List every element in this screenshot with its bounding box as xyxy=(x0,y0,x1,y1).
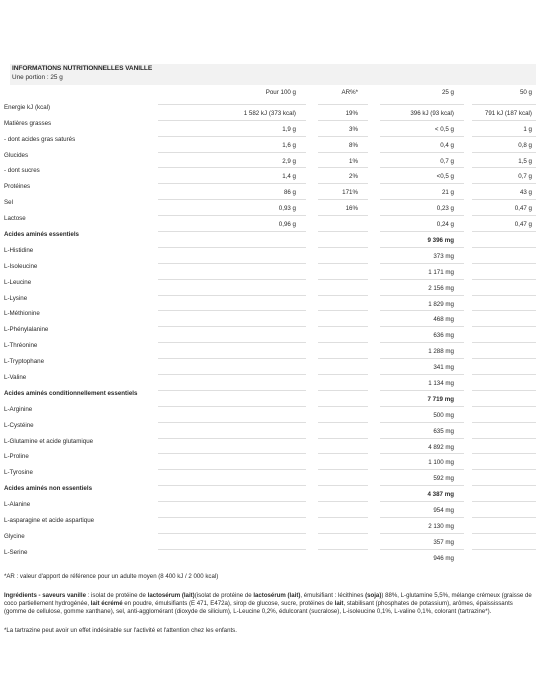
row-divider xyxy=(318,453,368,454)
row-divider xyxy=(158,358,306,359)
value-25g: 1 100 mg xyxy=(428,459,454,467)
value-50g: 0,47 g xyxy=(514,221,532,229)
row-label: L-asparagine et acide aspartique xyxy=(4,517,95,525)
row-divider xyxy=(158,533,306,534)
value-50g: 1,5 g xyxy=(518,157,532,165)
row-divider xyxy=(472,485,536,486)
table-row xyxy=(0,136,540,152)
nutrition-header xyxy=(10,64,536,85)
row-label: L-Valine xyxy=(4,374,27,382)
value-25g: 357 mg xyxy=(433,538,454,546)
row-divider xyxy=(158,199,306,200)
ingredients-part: , stabilisant (phosphates de potassium), arômes, épaississants (gomme de cellulose, gomme xanthane), sel, anti-agglomérant (dioxyde de silicium), L-Leucine 0,2%, édulcorant (sucralose), L-isoleucine 0,1%, L-valine 0,1%, colorant (tartrazine*). xyxy=(4,600,513,615)
row-divider xyxy=(472,326,536,327)
value-25g: 9 396 mg xyxy=(427,237,454,245)
allergen-text: (soja) xyxy=(365,592,382,599)
row-label: Sel xyxy=(4,199,13,207)
row-divider xyxy=(472,263,536,264)
row-label: L-Glutamine et acide glutamique xyxy=(4,437,94,445)
row-label: L-Serine xyxy=(4,548,28,556)
row-divider xyxy=(318,374,368,375)
col-header-per-100g: Pour 100 g xyxy=(265,89,296,96)
value-ar-percent: 1% xyxy=(349,157,358,165)
table-row xyxy=(0,453,540,469)
table-row xyxy=(0,406,540,422)
row-divider xyxy=(318,469,368,470)
row-divider xyxy=(472,549,536,550)
table-row xyxy=(0,152,540,168)
value-25g: 341 mg xyxy=(433,364,454,372)
row-label: L-Histidine xyxy=(4,246,34,254)
row-divider xyxy=(472,390,536,391)
row-divider xyxy=(380,374,464,375)
row-divider xyxy=(472,247,536,248)
row-divider xyxy=(318,215,368,216)
row-divider xyxy=(318,120,368,121)
row-divider xyxy=(380,279,464,280)
col-header-ar: AR%* xyxy=(341,89,358,96)
table-row xyxy=(0,469,540,485)
row-label: L-Tyrosine xyxy=(4,469,33,477)
value-ar-percent: 2% xyxy=(349,173,358,181)
value-25g: 0,4 g xyxy=(440,141,454,149)
row-divider xyxy=(158,295,306,296)
row-divider xyxy=(318,517,368,518)
row-divider xyxy=(380,215,464,216)
allergen-text: lactosérum (lait) xyxy=(147,592,195,599)
table-row xyxy=(0,310,540,326)
row-label: L-Arginine xyxy=(4,405,33,413)
ingredients-text xyxy=(4,592,532,616)
row-divider xyxy=(158,469,306,470)
value-per-100g: 1 582 kJ (373 kcal) xyxy=(243,109,296,117)
row-divider xyxy=(318,422,368,423)
value-per-100g: 2,9 g xyxy=(282,157,296,165)
value-per-100g: 1,9 g xyxy=(282,125,296,133)
row-divider xyxy=(158,279,306,280)
row-label: Protéines xyxy=(4,183,31,191)
row-divider xyxy=(472,310,536,311)
row-divider xyxy=(158,390,306,391)
row-divider xyxy=(158,342,306,343)
value-50g: 43 g xyxy=(519,189,532,197)
row-divider xyxy=(380,326,464,327)
row-divider xyxy=(472,358,536,359)
value-25g: 4 387 mg xyxy=(427,491,454,499)
table-row xyxy=(0,374,540,390)
value-50g: 0,7 g xyxy=(518,173,532,181)
row-divider xyxy=(472,517,536,518)
value-25g: 7 719 mg xyxy=(427,395,454,403)
row-divider xyxy=(158,231,306,232)
value-ar-percent: 16% xyxy=(345,205,358,213)
row-divider xyxy=(158,167,306,168)
value-50g: 791 kJ (187 kcal) xyxy=(484,109,532,117)
value-per-100g: 0,93 g xyxy=(278,205,296,213)
row-divider xyxy=(380,453,464,454)
row-label: Acides aminés conditionnellement essentiels xyxy=(4,389,138,397)
value-25g: 21 g xyxy=(441,189,454,197)
row-label: L-Thréonine xyxy=(4,342,38,350)
row-label: L-Isoleucine xyxy=(4,262,38,270)
allergen-text: lait écrémé xyxy=(90,600,123,607)
table-row xyxy=(0,501,540,517)
row-divider xyxy=(318,406,368,407)
value-25g: 2 156 mg xyxy=(428,284,454,292)
row-label: L-Proline xyxy=(4,453,29,461)
row-divider xyxy=(318,438,368,439)
row-divider xyxy=(318,310,368,311)
table-row xyxy=(0,295,540,311)
value-50g: 0,8 g xyxy=(518,141,532,149)
table-row xyxy=(0,438,540,454)
row-divider xyxy=(318,263,368,264)
table-row xyxy=(0,533,540,549)
row-label: Acides aminés non essentiels xyxy=(4,485,93,493)
row-divider xyxy=(472,501,536,502)
value-per-100g: 1,4 g xyxy=(282,173,296,181)
row-divider xyxy=(380,342,464,343)
value-25g: < 0,5 g xyxy=(434,125,454,133)
row-divider xyxy=(318,183,368,184)
row-divider xyxy=(472,279,536,280)
value-25g: 636 mg xyxy=(433,332,454,340)
row-divider xyxy=(380,501,464,502)
row-label: Glycine xyxy=(4,532,25,540)
row-divider xyxy=(472,438,536,439)
table-row xyxy=(0,422,540,438)
ingredients-part: en poudre, émulsifiants (E 471, E472a), sirop de glucose, sucre, protéines de xyxy=(122,600,335,607)
row-divider xyxy=(380,120,464,121)
ingredients-label: Ingrédients - saveurs vanille xyxy=(4,592,86,599)
row-divider xyxy=(380,406,464,407)
value-25g: 954 mg xyxy=(433,507,454,515)
row-divider xyxy=(318,279,368,280)
row-divider xyxy=(472,136,536,137)
row-label: L-Phénylalanine xyxy=(4,326,49,334)
value-25g: 500 mg xyxy=(433,411,454,419)
row-divider xyxy=(318,152,368,153)
row-label: L-Cystéine xyxy=(4,421,34,429)
table-row xyxy=(0,549,540,565)
row-divider xyxy=(158,517,306,518)
footnotes xyxy=(4,573,532,635)
col-header-25g: 25 g xyxy=(441,89,454,96)
row-divider xyxy=(472,183,536,184)
table-row xyxy=(0,247,540,263)
table-row xyxy=(0,199,540,215)
value-50g: 1 g xyxy=(523,125,532,133)
portion-size: Une portion : 25 g xyxy=(12,74,63,81)
row-divider xyxy=(380,517,464,518)
value-25g: 0,24 g xyxy=(436,221,454,229)
table-row xyxy=(0,263,540,279)
value-25g: 373 mg xyxy=(433,252,454,260)
row-divider xyxy=(380,469,464,470)
row-label: Matières grasses xyxy=(4,119,52,127)
row-divider xyxy=(158,438,306,439)
value-25g: 468 mg xyxy=(433,316,454,324)
row-divider xyxy=(472,104,536,105)
row-divider xyxy=(380,295,464,296)
table-header-row xyxy=(0,88,540,104)
row-divider xyxy=(318,326,368,327)
row-label: L-Leucine xyxy=(4,278,32,286)
table-row xyxy=(0,358,540,374)
value-25g: 635 mg xyxy=(433,427,454,435)
row-divider xyxy=(380,310,464,311)
table-row xyxy=(0,390,540,406)
row-divider xyxy=(380,390,464,391)
table-row xyxy=(0,342,540,358)
row-divider xyxy=(158,453,306,454)
ingredients-part: : isolat de protéine de xyxy=(85,592,148,599)
table-body xyxy=(0,104,540,565)
value-per-100g: 0,96 g xyxy=(278,221,296,229)
ingredients-part: ) 88%, L-glutamine 5,5%, mélange crémeux (graisse de coco partiellement hydrogénée, xyxy=(4,592,532,607)
value-25g: 1 829 mg xyxy=(428,300,454,308)
row-divider xyxy=(318,501,368,502)
table-row xyxy=(0,120,540,136)
row-divider xyxy=(380,231,464,232)
value-ar-percent: 19% xyxy=(345,109,358,117)
row-divider xyxy=(318,167,368,168)
row-divider xyxy=(158,183,306,184)
row-divider xyxy=(158,310,306,311)
row-divider xyxy=(158,247,306,248)
value-per-100g: 86 g xyxy=(283,189,296,197)
ar-footnote: *AR : valeur d'apport de référence pour un adulte moyen (8 400 kJ / 2 000 kcal) xyxy=(4,573,219,580)
row-divider xyxy=(318,136,368,137)
row-divider xyxy=(318,231,368,232)
value-25g: 0,7 g xyxy=(440,157,454,165)
row-label: Acides aminés essentiels xyxy=(4,231,79,239)
row-divider xyxy=(158,152,306,153)
row-divider xyxy=(380,438,464,439)
table-row xyxy=(0,517,540,533)
row-divider xyxy=(380,104,464,105)
row-divider xyxy=(472,469,536,470)
row-divider xyxy=(472,231,536,232)
table-row xyxy=(0,183,540,199)
row-divider xyxy=(318,485,368,486)
value-25g: 1 171 mg xyxy=(428,268,454,276)
table-row xyxy=(0,215,540,231)
row-label: Glucides xyxy=(4,151,29,159)
row-divider xyxy=(472,295,536,296)
row-divider xyxy=(380,485,464,486)
row-divider xyxy=(472,342,536,343)
value-25g: 1 288 mg xyxy=(428,348,454,356)
value-25g: 1 134 mg xyxy=(428,380,454,388)
row-divider xyxy=(158,326,306,327)
row-label: Lactose xyxy=(4,215,26,223)
row-label: L-Lysine xyxy=(4,294,28,302)
value-25g: 2 130 mg xyxy=(428,523,454,531)
tartrazine-footnote: *La tartrazine peut avoir un effet indésirable sur l'activité et l'attention chez les enfants. xyxy=(4,627,237,634)
row-divider xyxy=(380,533,464,534)
table-row xyxy=(0,326,540,342)
allergen-text: lait xyxy=(334,600,344,607)
value-ar-percent: 3% xyxy=(349,125,358,133)
row-label: - dont sucres xyxy=(4,167,40,175)
row-divider xyxy=(318,390,368,391)
nutrition-table xyxy=(0,88,540,565)
row-divider xyxy=(472,422,536,423)
row-divider xyxy=(158,422,306,423)
row-label: - dont acides gras saturés xyxy=(4,135,76,143)
nutrition-title: INFORMATIONS NUTRITIONNELLES VANILLE xyxy=(12,65,153,72)
row-divider xyxy=(380,358,464,359)
row-label: L-Méthionine xyxy=(4,310,40,318)
row-divider xyxy=(158,549,306,550)
row-divider xyxy=(380,199,464,200)
row-divider xyxy=(318,342,368,343)
row-divider xyxy=(472,167,536,168)
row-label: L-Alanine xyxy=(4,501,31,509)
table-row xyxy=(0,104,540,120)
row-divider xyxy=(380,167,464,168)
table-row xyxy=(0,485,540,501)
row-divider xyxy=(472,199,536,200)
allergen-text: lactosérum (lait) xyxy=(253,592,301,599)
value-50g: 0,47 g xyxy=(514,205,532,213)
row-label: L-Tryptophane xyxy=(4,358,45,366)
row-label: Energie kJ (kcal) xyxy=(4,103,51,111)
row-divider xyxy=(158,120,306,121)
ingredients-part: , émulsifiant : lécithines xyxy=(300,592,366,599)
value-25g: 592 mg xyxy=(433,475,454,483)
row-divider xyxy=(158,501,306,502)
row-divider xyxy=(472,120,536,121)
row-divider xyxy=(318,549,368,550)
row-divider xyxy=(318,533,368,534)
row-divider xyxy=(472,533,536,534)
row-divider xyxy=(380,183,464,184)
row-divider xyxy=(318,295,368,296)
row-divider xyxy=(380,422,464,423)
row-divider xyxy=(318,104,368,105)
row-divider xyxy=(380,549,464,550)
row-divider xyxy=(472,152,536,153)
col-header-50g: 50 g xyxy=(519,89,532,96)
value-25g: 0,23 g xyxy=(436,205,454,213)
row-divider xyxy=(380,136,464,137)
value-25g: 4 892 mg xyxy=(428,443,454,451)
row-divider xyxy=(158,136,306,137)
value-ar-percent: 171% xyxy=(342,189,358,197)
row-divider xyxy=(318,358,368,359)
table-row xyxy=(0,231,540,247)
row-divider xyxy=(318,247,368,248)
row-divider xyxy=(318,199,368,200)
value-25g: 396 kJ (93 kcal) xyxy=(410,109,454,117)
row-divider xyxy=(380,152,464,153)
value-25g: 946 mg xyxy=(433,554,454,562)
row-divider xyxy=(158,485,306,486)
value-ar-percent: 8% xyxy=(349,141,358,149)
row-divider xyxy=(472,374,536,375)
row-divider xyxy=(158,406,306,407)
row-divider xyxy=(158,104,306,105)
table-row xyxy=(0,167,540,183)
row-divider xyxy=(380,247,464,248)
ingredients-part: (isolat de protéine de xyxy=(194,592,254,599)
row-divider xyxy=(380,263,464,264)
row-divider xyxy=(472,453,536,454)
table-row xyxy=(0,279,540,295)
row-divider xyxy=(158,215,306,216)
row-divider xyxy=(158,263,306,264)
value-25g: <0,5 g xyxy=(436,173,454,181)
row-divider xyxy=(158,374,306,375)
row-divider xyxy=(472,406,536,407)
row-divider xyxy=(472,215,536,216)
value-per-100g: 1,6 g xyxy=(282,141,296,149)
